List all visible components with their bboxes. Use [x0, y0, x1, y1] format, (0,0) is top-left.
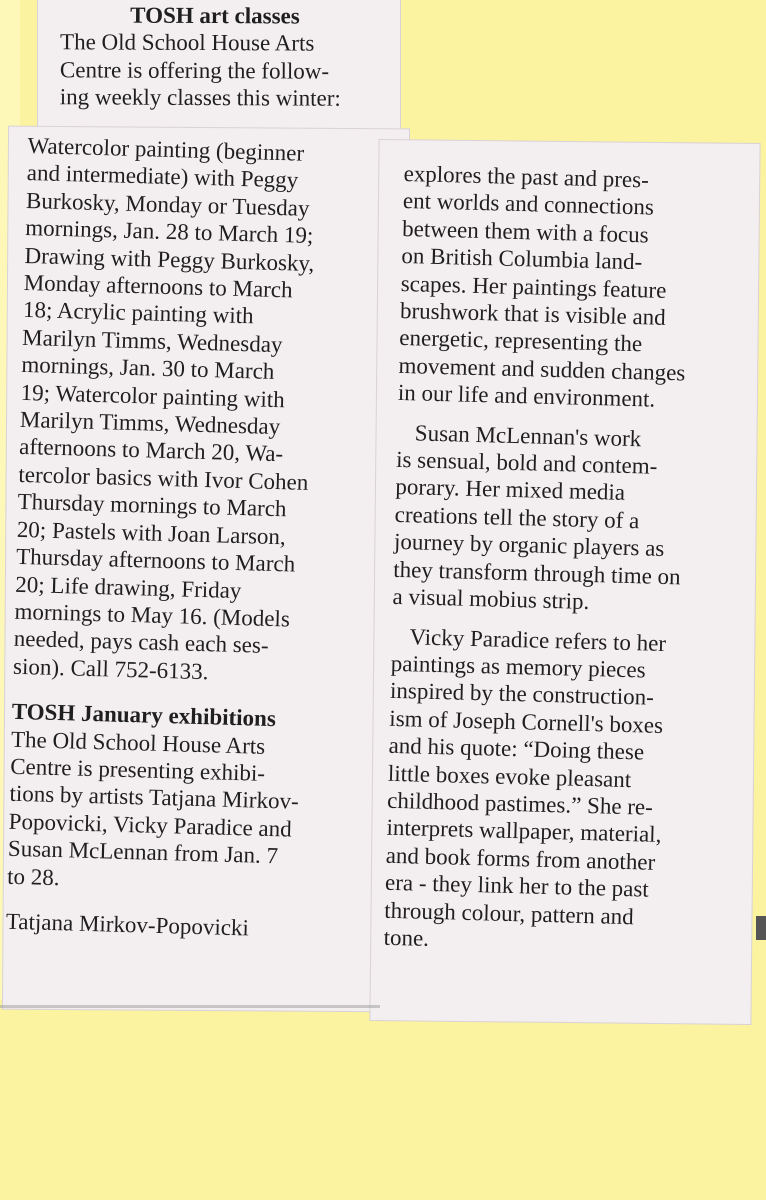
- text-line: journey by organic players as: [393, 529, 665, 562]
- text-line: Tatjana Mirkov-Popovicki: [5, 908, 250, 941]
- text-line: mornings to May 16. (Models: [14, 598, 291, 632]
- text-line: 18; Acrylic painting with: [22, 297, 254, 329]
- text-line: is sensual, bold and contem-: [395, 446, 658, 479]
- text-line: little boxes evoke pleasant: [387, 760, 632, 792]
- text-line: scapes. Her paintings feature: [400, 270, 667, 303]
- text-line: Marilyn Timms, Wednesday: [19, 406, 281, 440]
- text-line: tone.: [383, 924, 430, 951]
- text-line: ing weekly classes this winter:: [59, 84, 341, 111]
- text-line: inspired by the construction-: [389, 678, 655, 711]
- text-line: interprets wallpaper, material,: [386, 815, 662, 848]
- text-line: childhood pastimes.” She re-: [386, 787, 654, 820]
- text-line: Vicky Paradice refers to her: [409, 623, 667, 656]
- text-line: 20; Pastels with Joan Larson,: [16, 516, 287, 550]
- left-column: [6, 132, 318, 943]
- text-line: and book forms from another: [385, 842, 656, 875]
- text-line: between them with a focus: [401, 215, 649, 248]
- text-line: Centre is offering the follow-: [59, 57, 330, 84]
- text-line: brushwork that is visible and: [399, 297, 667, 330]
- text-line: and his quote: “Doing these: [388, 732, 645, 765]
- section-heading: TOSH January exhibitions: [11, 698, 277, 732]
- text-line: and intermediate) with Peggy: [26, 160, 299, 193]
- text-line: Watercolor painting (beginner: [27, 132, 305, 166]
- text-line: paintings as memory pieces: [390, 650, 646, 683]
- text-line: creations tell the story of a: [394, 501, 640, 534]
- text-line: they transform through time on: [392, 556, 681, 590]
- text-line: mornings, Jan. 28 to March 19;: [24, 215, 314, 249]
- text-line: ism of Joseph Cornell's boxes: [389, 705, 664, 738]
- text-line: Monday afternoons to March: [23, 269, 293, 303]
- text-line: movement and sudden changes: [398, 352, 686, 386]
- text-line: Marilyn Timms, Wednesday: [21, 324, 283, 358]
- text-line: Drawing with Peggy Burkosky,: [24, 242, 315, 276]
- text-line: 19; Watercolor painting with: [20, 379, 286, 412]
- text-line: in our life and environment.: [397, 380, 656, 412]
- text-line: tions by artists Tatjana Mirkov-: [9, 781, 300, 815]
- text-line: tercolor basics with Ivor Cohen: [18, 461, 309, 495]
- text-line: energetic, representing the: [399, 325, 643, 357]
- text-line: Popovicki, Vicky Paradice and: [8, 808, 293, 842]
- text-line: afternoons to March 20, Wa-: [18, 434, 284, 467]
- text-line: explores the past and pres-: [403, 160, 650, 193]
- text-line: 20; Life drawing, Friday: [15, 571, 242, 603]
- text-line: The Old School House Arts: [10, 726, 266, 759]
- right-column: [383, 160, 691, 959]
- text-line: The Old School House Arts: [60, 29, 315, 57]
- text-line: Susan McLennan from Jan. 7: [7, 835, 279, 869]
- text-line: ent worlds and connections: [402, 188, 655, 220]
- clipping-shadow: [0, 1005, 380, 1008]
- text-line: era - they link her to the past: [384, 869, 650, 902]
- text-line: Thursday mornings to March: [17, 489, 287, 522]
- section-heading: TOSH art classes: [130, 2, 300, 29]
- text-line: on British Columbia land-: [401, 243, 643, 275]
- text-line: mornings, Jan. 30 to March: [21, 352, 275, 385]
- text-line: porary. Her mixed media: [395, 474, 626, 506]
- text-line: needed, pays cash each ses-: [13, 626, 269, 659]
- edge-mark: [756, 916, 766, 940]
- text-line: Thursday afternoons to March: [15, 543, 296, 577]
- text-line: Centre is presenting exhibi-: [9, 753, 266, 786]
- text-line: Burkosky, Monday or Tuesday: [25, 187, 310, 221]
- text-line: a visual mobius strip.: [392, 583, 590, 615]
- article-intro: [60, 1, 342, 112]
- text-line: through colour, pattern and: [384, 897, 635, 929]
- text-line: Susan McLennan's work: [414, 420, 642, 451]
- text-line: to 28.: [6, 863, 60, 890]
- text-line: sion). Call 752-6133.: [12, 653, 209, 684]
